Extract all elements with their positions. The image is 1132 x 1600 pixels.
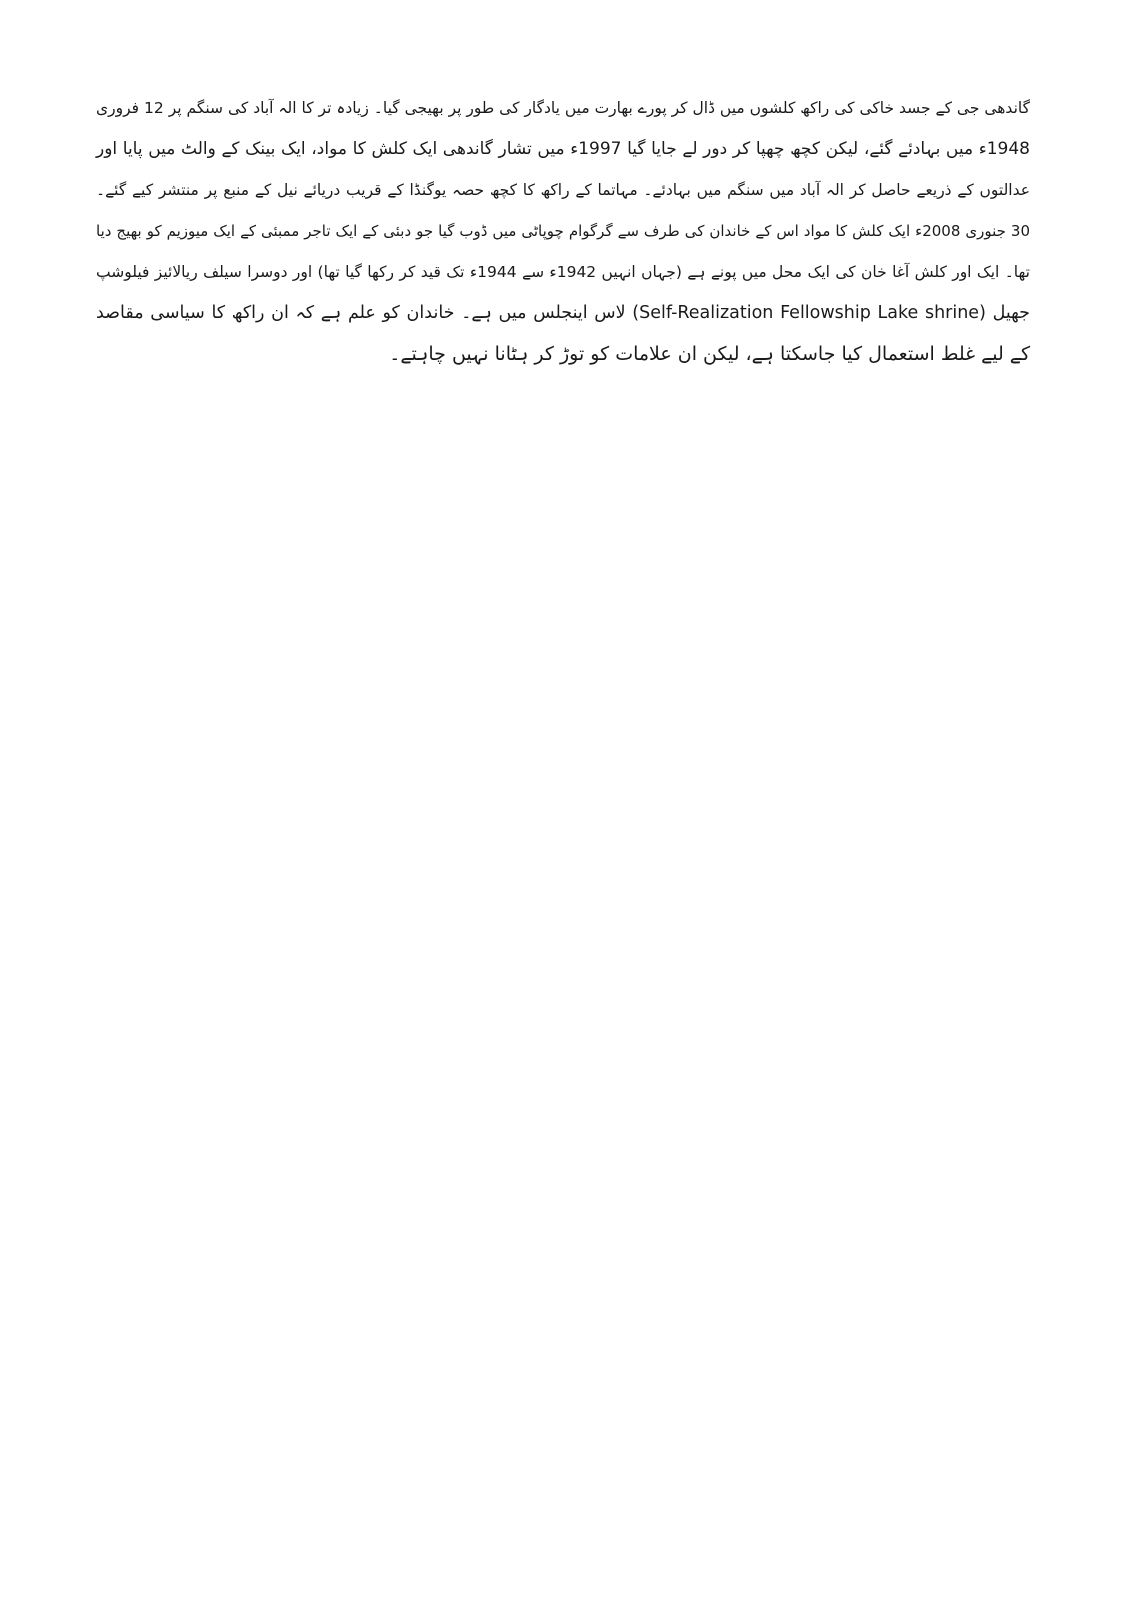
body-paragraph	[96, 88, 1030, 375]
paragraph-line: گاندھی جی کے جسد خاکی کی راکھ کلشوں میں ڈال کر پورے بھارت میں یادگار کی طور پر بھیجی گیا۔ زیادہ تر کا الہ آباد کی سنگم پر 12 فروری	[96, 99, 1030, 117]
paragraph-line: کے لیے غلط استعمال کیا جاسکتا ہے، لیکن ان علامات کو توڑ کر ہٹانا نہیں چاہتے۔	[389, 343, 1030, 365]
paragraph-line: 1948ء میں بہادئے گئے، لیکن کچھ چھپا کر دور لے جایا گیا 1997ء میں تشار گاندھی ایک کلش کا مواد، ایک بینک کے والٹ میں پایا اور	[96, 139, 1030, 159]
paragraph-line: تھا۔ ایک اور کلش آغا خان کی ایک محل میں پونے ہے (جہاں انہیں 1942ء سے 1944ء تک قید کر رکھا گیا تھا) اور دوسرا سیلف ریالائیز فیلوشپ	[96, 263, 1030, 281]
paragraph-line: جھیل (Self-Realization Fellowship Lake shrine) لاس اینجلس میں ہے۔ خاندان کو علم ہے کہ ان راکھ کا سیاسی مقاصد	[96, 303, 1030, 323]
paragraph-line: عدالتوں کے ذریعے حاصل کر الہ آباد میں سنگم میں بہادئے۔ مہاتما کے راکھ کا کچھ حصہ یوگنڈا کے قریب دریائے نیل کے منبع پر منتشر کیے گئے۔	[96, 181, 1030, 199]
paragraph-line: 30 جنوری 2008ء ایک کلش کا مواد اس کے خاندان کی طرف سے گرگوام چوپاٹی میں ڈوب گیا جو دبئی کے ایک تاجر ممبئی کے ایک میوزیم کو بھیج دیا	[96, 222, 1030, 240]
